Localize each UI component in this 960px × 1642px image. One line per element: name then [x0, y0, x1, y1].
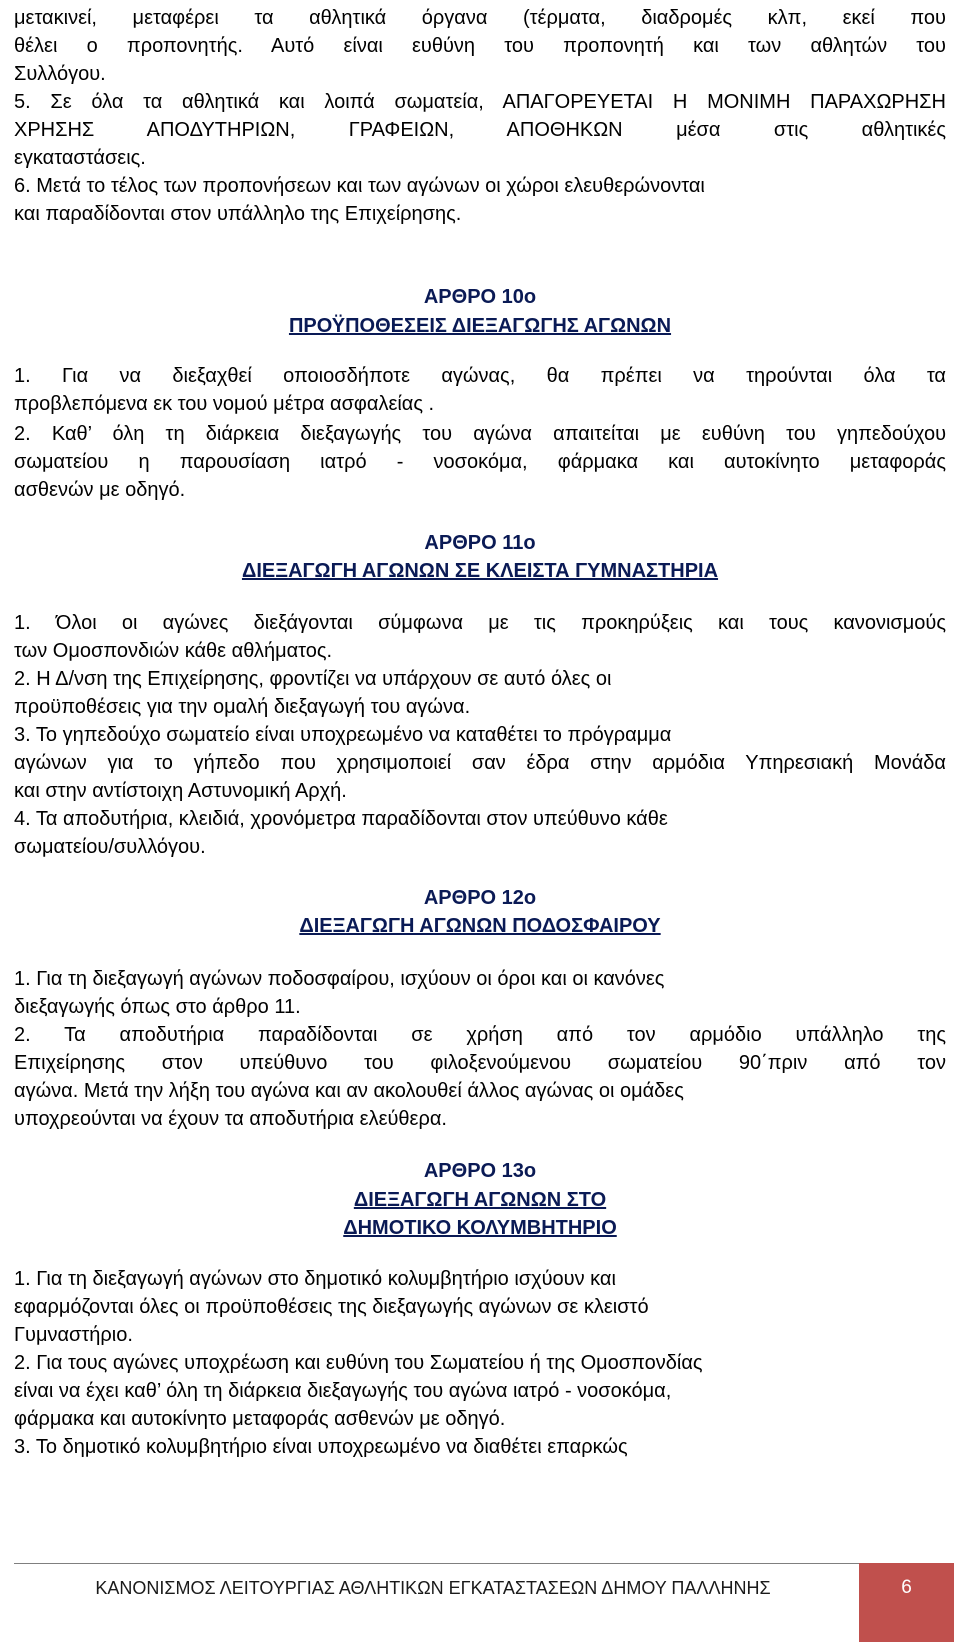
article-10-title: ΠΡΟΫΠΟΘΕΣΕΙΣ ΔΙΕΞΑΓΩΓΗΣ ΑΓΩΝΩΝ — [288, 315, 672, 337]
paragraph-line: θέλει ο προπονητής. Αυτό είναι ευθύνη του προπονητή και των αθλητών του — [14, 35, 946, 57]
paragraph-line: 2. Η Δ/νση της Επιχείρησης, φροντίζει να υπάρχουν σε αυτό όλες οι — [14, 668, 612, 690]
article-13-number: ΑΡΘΡΟ 13ο — [423, 1160, 537, 1182]
paragraph-line: ασθενών με οδηγό. — [14, 479, 186, 501]
paragraph-line: 5. Σε όλα τα αθλητικά και λοιπά σωματεία, ΑΠΑΓΟΡΕΥΕΤΑΙ Η ΜΟΝΙΜΗ ΠΑΡΑΧΩΡΗΣΗ — [14, 91, 946, 113]
paragraph-line: 4. Τα αποδυτήρια, κλειδιά, χρονόμετρα παραδίδονται στον υπεύθυνο κάθε — [14, 808, 668, 830]
paragraph-line: 3. Το γηπεδούχο σωματείο είναι υποχρεωμένο να καταθέτει το πρόγραμμα — [14, 724, 672, 746]
article-13-title-line-1: ΔΙΕΞΑΓΩΓΗ ΑΓΩΝΩΝ ΣΤΟ — [353, 1189, 607, 1211]
paragraph-line: Γυμναστήριο. — [14, 1324, 133, 1346]
paragraph-line: και στην αντίστοιχη Αστυνομική Αρχή. — [14, 780, 347, 802]
paragraph-line: σωματείου η παρουσίαση ιατρό - νοσοκόμα, φάρμακα και αυτοκίνητο μεταφοράς — [14, 451, 946, 473]
paragraph-line: 1. Όλοι οι αγώνες διεξάγονται σύμφωνα με τις προκηρύξεις και τους κανονισμούς — [14, 612, 946, 634]
paragraph-line: υποχρεούνται να έχουν τα αποδυτήρια ελεύθερα. — [14, 1108, 447, 1130]
paragraph-line: Επιχείρησης στον υπεύθυνο του φιλοξενούμενου σωματείου 90΄πριν από τον — [14, 1052, 946, 1074]
article-13-title-line-2: ΔΗΜΟΤΙΚΟ ΚΟΛΥΜΒΗΤΗΡΙΟ — [343, 1217, 617, 1239]
paragraph-line: αγώνων για το γήπεδο που χρησιμοποιεί σαν έδρα στην αρμόδια Υπηρεσιακή Μονάδα — [14, 752, 946, 774]
paragraph-line: εγκαταστάσεις. — [14, 147, 146, 169]
paragraph-line: 1. Για να διεξαχθεί οποιοσδήποτε αγώνας, θα πρέπει να τηρούνται όλα τα — [14, 365, 946, 387]
paragraph-line: 1. Για τη διεξαγωγή αγώνων ποδοσφαίρου, ισχύουν οι όροι και οι κανόνες — [14, 968, 665, 990]
paragraph-line: 2. Τα αποδυτήρια παραδίδονται σε χρήση από τον αρμόδιο υπάλληλο της — [14, 1024, 946, 1046]
page-number-badge: 6 — [859, 1563, 954, 1642]
article-10-number: ΑΡΘΡΟ 10ο — [423, 286, 537, 308]
paragraph-line: διεξαγωγής όπως στο άρθρο 11. — [14, 996, 301, 1018]
paragraph-line: σωματείου/συλλόγου. — [14, 836, 206, 858]
paragraph-line: εφαρμόζονται όλες οι προϋποθέσεις της διεξαγωγής αγώνων σε κλειστό — [14, 1296, 649, 1318]
paragraph-line: 2. Για τους αγώνες υποχρέωση και ευθύνη του Σωματείου ή της Ομοσπονδίας — [14, 1352, 703, 1374]
paragraph-line: φάρμακα και αυτοκίνητο μεταφοράς ασθενών με οδηγό. — [14, 1408, 506, 1430]
article-11-number: ΑΡΘΡΟ 11ο — [424, 532, 536, 554]
paragraph-line: 3. Το δημοτικό κολυμβητήριο είναι υποχρεωμένο να διαθέτει επαρκώς — [14, 1436, 628, 1458]
paragraph-line: αγώνα. Μετά την λήξη του αγώνα και αν ακολουθεί άλλος αγώνας οι ομάδες — [14, 1080, 684, 1102]
paragraph-line: είναι να έχει καθ’ όλη τη διάρκεια διεξαγωγής του αγώνα ιατρό - νοσοκόμα, — [14, 1380, 672, 1402]
footer-title: ΚΑΝΟΝΙΣΜΟΣ ΛΕΙΤΟΥΡΓΙΑΣ ΑΘΛΗΤΙΚΩΝ ΕΓΚΑΤΑΣΤΑΣΕΩΝ ΔΗΜΟΥ ΠΑΛΛΗΝΗΣ — [95, 1578, 771, 1598]
paragraph-line: 1. Για τη διεξαγωγή αγώνων στο δημοτικό κολυμβητήριο ισχύουν και — [14, 1268, 616, 1290]
paragraph-line: μετακινεί, μεταφέρει τα αθλητικά όργανα (τέρματα, διαδρομές κλπ, εκεί που — [14, 7, 946, 29]
paragraph-line: των Ομοσπονδιών κάθε αθλήματος. — [14, 640, 333, 662]
article-11-title: ΔΙΕΞΑΓΩΓΗ ΑΓΩΝΩΝ ΣΕ ΚΛΕΙΣΤΑ ΓΥΜΝΑΣΤΗΡΙΑ — [241, 560, 719, 582]
paragraph-line: 6. Μετά το τέλος των προπονήσεων και των αγώνων οι χώροι ελευθερώνονται — [14, 175, 705, 197]
article-12-number: ΑΡΘΡΟ 12ο — [423, 887, 537, 909]
paragraph-line: και παραδίδονται στον υπάλληλο της Επιχείρησης. — [14, 203, 462, 225]
paragraph-line: προβλεπόμενα εκ του νομού μέτρα ασφαλείας . — [14, 393, 435, 415]
paragraph-line: Συλλόγου. — [14, 63, 106, 85]
paragraph-line: ΧΡΗΣΗΣ ΑΠΟΔΥΤΗΡΙΩΝ, ΓΡΑΦΕΙΩΝ, ΑΠΟΘΗΚΩΝ μέσα στις αθλητικές — [14, 119, 946, 141]
paragraph-line: προϋποθέσεις για την ομαλή διεξαγωγή του αγώνα. — [14, 696, 471, 718]
footer-rule — [14, 1563, 954, 1564]
article-12-title: ΔΙΕΞΑΓΩΓΗ ΑΓΩΝΩΝ ΠΟΔΟΣΦΑΙΡΟΥ — [299, 915, 661, 937]
paragraph-line: 2. Καθ’ όλη τη διάρκεια διεξαγωγής του αγώνα απαιτείται με ευθύνη του γηπεδούχου — [14, 423, 946, 445]
